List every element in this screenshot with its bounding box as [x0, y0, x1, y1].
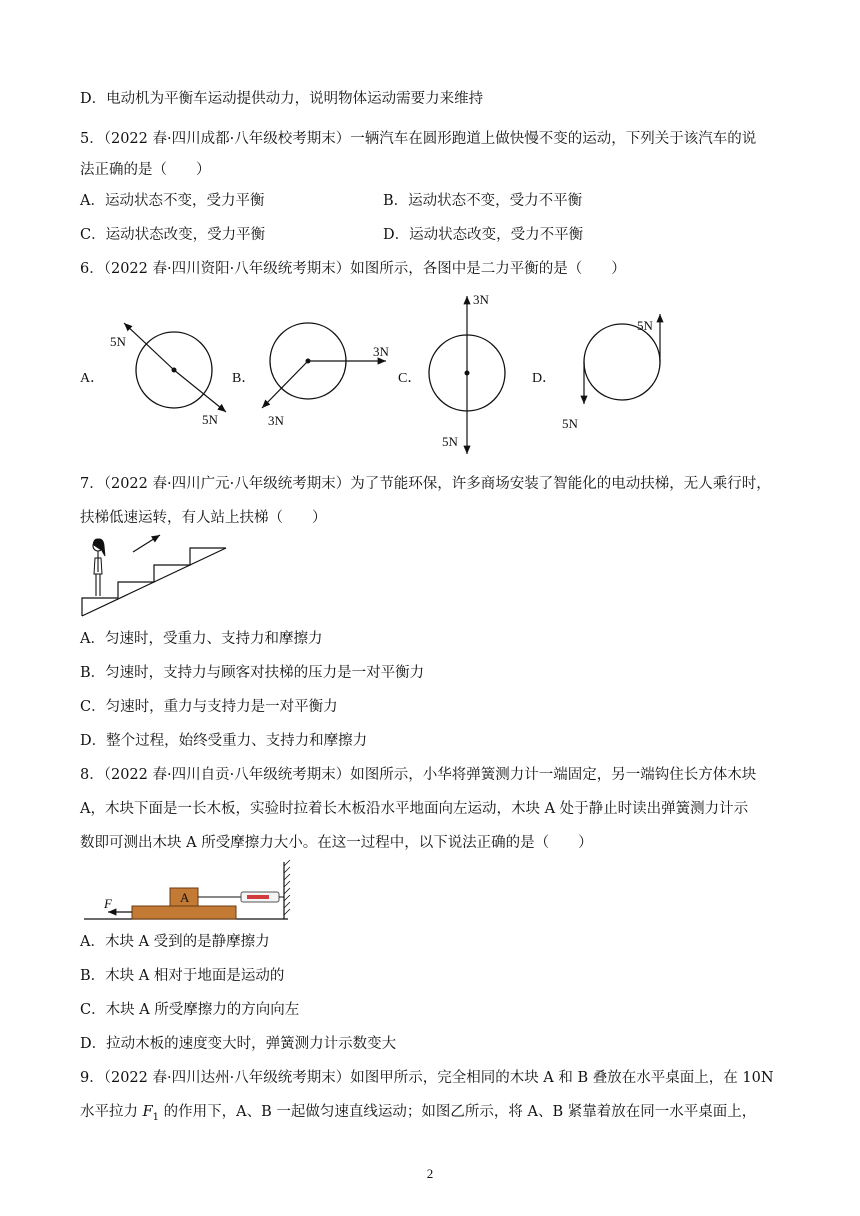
q7-stem-line2: 扶梯低速运转，有人站上扶梯（ ）: [80, 510, 327, 526]
q7-option-a: A．匀速时，受重力、支持力和摩擦力: [80, 631, 323, 647]
q6-label-d: D．: [532, 371, 557, 386]
q9-text-pre: 水平拉力: [80, 1104, 143, 1120]
q5-option-d: D．运动状态改变，受力不平衡: [383, 227, 584, 243]
q8-option-c: C．木块 A 所受摩擦力的方向向左: [80, 1002, 300, 1018]
q8-option-d: D．拉动木板的速度变大时，弹簧测力计示数变大: [80, 1036, 397, 1052]
q8-stem-line1: 8．（2022 春·四川自贡·八年级统考期末）如图所示，小华将弹簧测力计一端固定，另一端钩住长方体木块: [80, 767, 757, 783]
q7-option-c: C．匀速时，重力与支持力是一对平衡力: [80, 699, 338, 715]
q5-option-c: C．运动状态改变，受力平衡: [80, 227, 266, 243]
q9-stem-line2: [80, 1102, 756, 1128]
q6-label-b: B．: [232, 371, 256, 386]
q5-stem-line2: 法正确的是（ ）: [80, 162, 211, 178]
q8-option-a: A．木块 A 受到的是静摩擦力: [80, 934, 270, 950]
q8-stem-line3: 数即可测出木块 A 所受摩擦力大小。在这一过程中，以下说法正确的是（ ）: [80, 835, 593, 851]
q5-option-a: A．运动状态不变，受力平衡: [80, 193, 265, 209]
q6-figd-force2: 5N: [562, 416, 578, 431]
q9-force-symbol: F: [142, 1104, 153, 1120]
q6-figb-force2: 3N: [268, 413, 284, 428]
q9-force-subscript: 1: [152, 1111, 160, 1123]
q7-stem-line1: 7．（2022 春·四川广元·八年级统考期末）为了节能环保，许多商场安装了智能化的电动扶梯，无人乘行时，: [80, 476, 771, 492]
q6-figc-force1: 3N: [473, 292, 489, 307]
q6-label-a: A．: [80, 371, 105, 386]
q6-figa-force1: 5N: [110, 334, 126, 349]
q5-option-b: B．运动状态不变，受力不平衡: [383, 193, 583, 209]
q4-option-d: D．电动机为平衡车运动提供动力，说明物体运动需要力来维持: [80, 91, 484, 107]
q6-figd-force1: 5N: [637, 318, 653, 333]
q7-option-d: D．整个过程，始终受重力、支持力和摩擦力: [80, 733, 368, 749]
q6-figb-force1: 3N: [373, 344, 389, 359]
q9-stem-line1: 9．（2022 春·四川达州·八年级统考期末）如图甲所示，完全相同的木块 A 和 B 叠放在水平桌面上，在 10N: [80, 1070, 774, 1086]
q8-option-b: B．木块 A 相对于地面是运动的: [80, 968, 285, 984]
page-number: 2: [426, 1166, 434, 1181]
q8-stem-line2: A，木块下面是一长木板，实验时拉着长木板沿水平地面向左运动，木块 A 处于静止时读出弹簧测力计示: [80, 801, 749, 817]
q6-figc-force2: 5N: [442, 434, 458, 449]
q8-block-label: A: [180, 890, 190, 905]
q8-force-label: F: [104, 896, 112, 911]
q6-label-c: C．: [398, 371, 422, 386]
q9-text-post: 的作用下，A、B 一起做匀速直线运动；如图乙所示，将 A、B 紧靠着放在同一水平桌面上，: [159, 1104, 757, 1120]
q6-figa-force2: 5N: [202, 412, 218, 427]
q5-stem-line1: 5．（2022 春·四川成都·八年级校考期末）一辆汽车在圆形跑道上做快慢不变的运动，下列关于该汽车的说: [80, 131, 757, 147]
q7-option-b: B．匀速时，支持力与顾客对扶梯的压力是一对平衡力: [80, 665, 425, 681]
q6-stem: 6．（2022 春·四川资阳·八年级统考期末）如图所示，各图中是二力平衡的是（ ）: [80, 261, 626, 277]
